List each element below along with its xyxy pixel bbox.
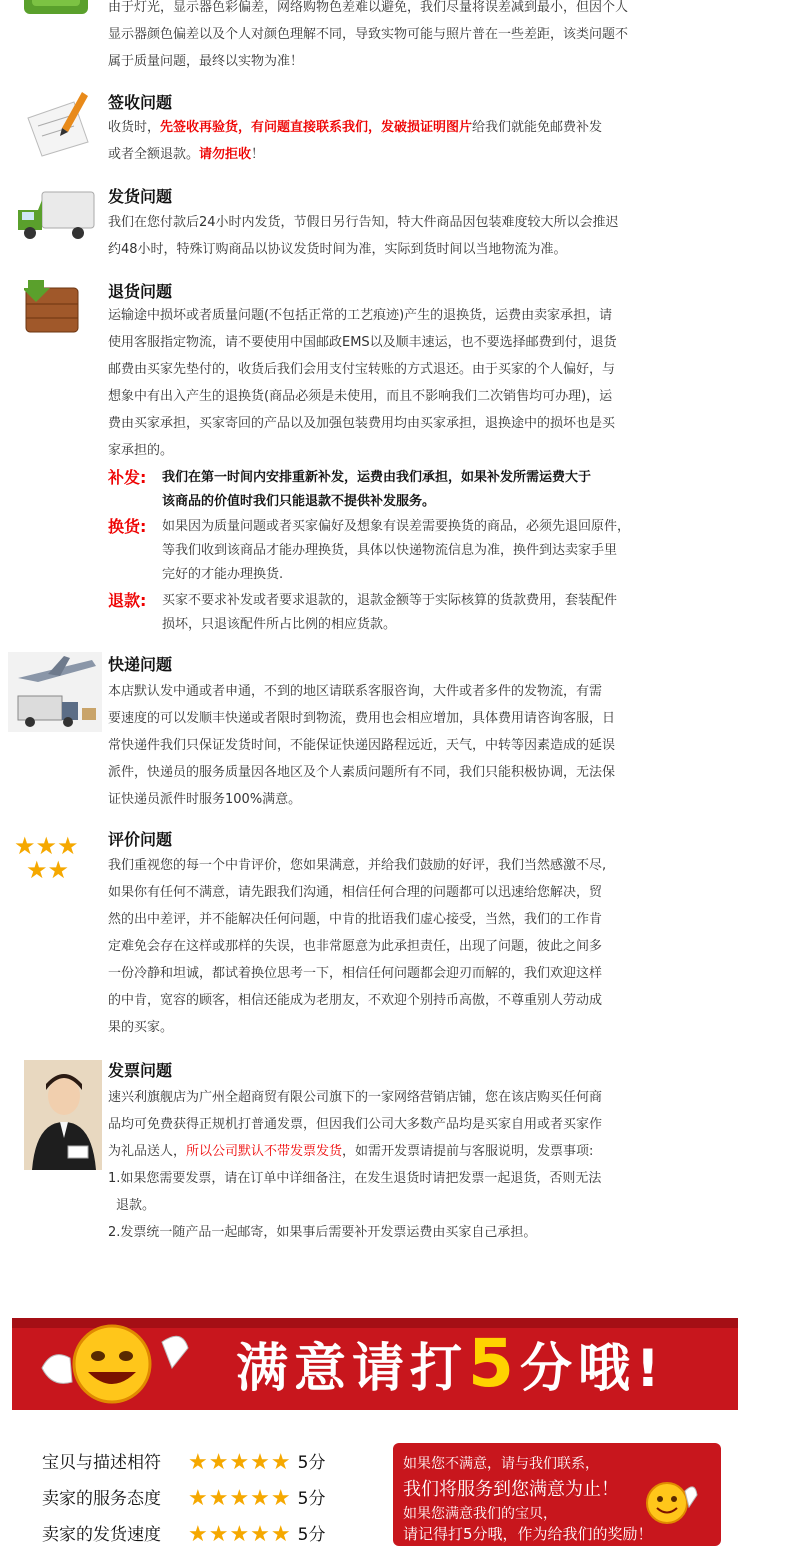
exchange-label: 换货:	[108, 517, 147, 536]
text-span: 收货时，	[108, 120, 161, 135]
text-line: 派件，快递员的服务质量因各地区及个人素质问题所有不同，我们只能积极协调，无法保	[108, 765, 616, 780]
rating-score: 5分	[297, 1489, 326, 1509]
star-icon: ★★★★★	[188, 1522, 292, 1547]
rating-row-description	[42, 1448, 325, 1478]
text-span: 或者全额退款。	[108, 147, 200, 162]
banner-number: 5	[468, 1325, 520, 1402]
rating-score: 5分	[297, 1525, 326, 1545]
text-line: 该商品的价值时我们只能退款不提供补发服务。	[162, 494, 436, 509]
text-line: 家承担的。	[108, 443, 174, 458]
promo-line: 我们将服务到您满意为止！	[403, 1479, 619, 1500]
text-line: 要速度的可以发顺丰快递或者限时到物流，费用也会相应增加，具体费用请咨询客服，日	[108, 711, 616, 726]
reship-label: 补发:	[108, 468, 147, 487]
text-span: ，如需开发票请提前与客服说明，发票事项:	[342, 1144, 594, 1159]
text-line: 约48小时，特殊订购商品以协议发货时间为准，实际到货时间以当地物流为准。	[108, 242, 567, 257]
text-line: 完好的才能办理换货.	[162, 567, 284, 582]
text-line: 我们重视您的每一个中肯评价，您如果满意，并给我们鼓励的好评，我们当然感激不尽,	[108, 858, 607, 873]
invoice-title: 发票问题	[108, 1061, 173, 1080]
text-line: 果的买家。	[108, 1020, 174, 1035]
returns-title: 退货问题	[108, 282, 173, 301]
promo-line: 如果您不满意，请与我们联系，	[403, 1456, 599, 1472]
text-line: 由于灯光，显示器色彩偏差，网络购物色差难以避免，我们尽量将误差减到最小，但因个人	[108, 0, 629, 15]
review-text	[108, 852, 733, 1041]
text-line: 邮费由买家先垫付的，收货后我们会用支付宝转账的方式退还。由于买家的个人偏好，与	[108, 362, 616, 377]
text-line: 显示器颜色偏差以及个人对颜色理解不同，导致实物可能与照片普在一些差距，该类问题不	[108, 27, 629, 42]
rating-row-service	[42, 1484, 325, 1514]
text-line: 如果因为质量问题或者买家偏好及想象有误差需要换货的商品，必须先退回原件，	[162, 519, 631, 534]
ship-title: 发货问题	[108, 187, 173, 206]
text-line: 买家不要求补发或者要求退款的，退款金额等于实际核算的货款费用，套装配件	[162, 593, 618, 608]
highlight-text: 先签收再验货，有问题直接联系我们，发破损证明图片	[160, 120, 473, 135]
text-line: 损坏，只退该配件所占比例的相应货款。	[162, 617, 397, 632]
express-title: 快递问题	[108, 655, 173, 674]
text-line: 定难免会存在这样或那样的失误，也非常愿意为此承担责任，出现了问题，彼此之间多	[108, 939, 603, 954]
text-line: 的中肯，宽容的顾客，相信还能成为老朋友，不欢迎个别持币高傲，不尊重别人劳动成	[108, 993, 603, 1008]
text-line: 如果你有任何不满意，请先跟我们沟通，相信任何合理的问题都可以迅速给您解决，贸	[108, 885, 603, 900]
five-star-banner	[12, 1318, 738, 1410]
text-line: 等我们收到该商品才能办理换货，具体以快递物流信息为准，换件到达卖家手里	[162, 543, 618, 558]
text-line: 费由买家承担，买家寄回的产品以及加强包装费用均由买家承担，退换途中的损坏也是买	[108, 416, 616, 431]
star-icon: ★★★	[14, 832, 79, 860]
staff-photo	[24, 1060, 102, 1170]
text-line: 证快递员派件时服务100%满意。	[108, 792, 302, 807]
text-span: 给我们就能免邮费补发	[472, 120, 603, 135]
reship-note	[108, 466, 733, 514]
signature-pen-icon	[22, 88, 94, 158]
rating-label: 卖家的服务态度	[42, 1489, 161, 1509]
text-line: 品均可免费获得正规机打普通发票，但因我们公司大多数产品均是买家自用或者买家作	[108, 1117, 603, 1132]
text-line: 本店默认发中通或者申通，不到的地区请联系客服咨询，大件或者多件的发物流，有需	[108, 684, 603, 699]
stars-icon	[14, 834, 94, 886]
returns-text	[108, 302, 733, 464]
star-icon: ★★★★★	[188, 1450, 292, 1475]
banner-text-pre: 满意请打	[236, 1339, 469, 1399]
banner-text	[236, 1325, 666, 1402]
invoice-text	[108, 1084, 733, 1246]
delivery-truck-icon	[14, 188, 96, 244]
exchange-note	[108, 515, 733, 587]
review-title: 评价问题	[108, 830, 173, 849]
smiley-thumbs-up-icon	[641, 1473, 701, 1529]
text-line: 属于质量问题，最终以实物为准！	[108, 54, 304, 69]
wooden-box-icon	[24, 280, 80, 334]
ship-text	[108, 209, 733, 263]
airplane-truck-icon	[8, 652, 102, 732]
text-line: 退款。	[116, 1198, 156, 1213]
rating-label: 宝贝与描述相符	[42, 1453, 161, 1473]
text-line: 然的出中差评，并不能解决任何问题，中肯的批语我们虚心接受，当然，我们的工作肯	[108, 912, 603, 927]
promo-line: 如果您满意我们的宝贝，	[403, 1506, 557, 1522]
satisfaction-promo-box	[393, 1443, 721, 1546]
color-palette-icon	[22, 0, 90, 18]
text-span: ！	[251, 147, 265, 162]
sign-title: 签收问题	[108, 93, 173, 112]
text-line: 想象中有出入产生的退换货(商品必须是未使用，而且不影响我们二次销售均可办理)，运	[108, 389, 613, 404]
text-line: 我们在第一时间内安排重新补发，运费由我们承担，如果补发所需运费大于	[162, 470, 592, 485]
text-line: 2.发票统一随产品一起邮寄，如果事后需要补开发票运费由买家自己承担。	[108, 1225, 537, 1240]
star-icon: ★★★★★	[188, 1486, 292, 1511]
star-icon: ★★	[26, 856, 70, 884]
text-line: 速兴利旗舰店为广州全超商贸有限公司旗下的一家网络营销店铺，您在该店购买任何商	[108, 1090, 603, 1105]
refund-note	[108, 589, 733, 637]
text-line: 一份冷静和坦诚，都试着换位思考一下，相信任何问题都会迎刃而解的，我们欢迎这样	[108, 966, 603, 981]
text-line	[108, 1138, 733, 1165]
refund-label: 退款:	[108, 591, 147, 610]
text-line: 使用客服指定物流，请不要使用中国邮政EMS以及顺丰速运，也不要选择邮费到付，退货	[108, 335, 617, 350]
promo-line: 请记得打5分哦，作为给我们的奖励！	[403, 1525, 653, 1543]
banner-text-post: 分哦!	[519, 1339, 666, 1399]
text-line: 运输途中损坏或者质量问题(不包括正常的工艺痕迹)产生的退换货，运费由卖家承担，请	[108, 308, 613, 323]
color-section-text	[108, 0, 733, 75]
sign-text	[108, 114, 733, 168]
rating-score: 5分	[297, 1453, 326, 1473]
highlight-text: 请勿拒收	[199, 147, 252, 162]
text-line: 我们在您付款后24小时内发货，节假日另行告知，特大件商品因包装难度较大所以会推迟	[108, 215, 619, 230]
text-span: 为礼品送人，	[108, 1144, 187, 1159]
express-text	[108, 678, 733, 813]
text-line: 1.如果您需要发票，请在订单中详细备注，在发生退货时请把发票一起退货，否则无法	[108, 1171, 602, 1186]
rating-label: 卖家的发货速度	[42, 1525, 161, 1545]
highlight-text: 所以公司默认不带发票发货	[186, 1144, 343, 1159]
text-line: 常快递件我们只保证发货时间，不能保证快递因路程远近，天气，中转等因素造成的延误	[108, 738, 616, 753]
